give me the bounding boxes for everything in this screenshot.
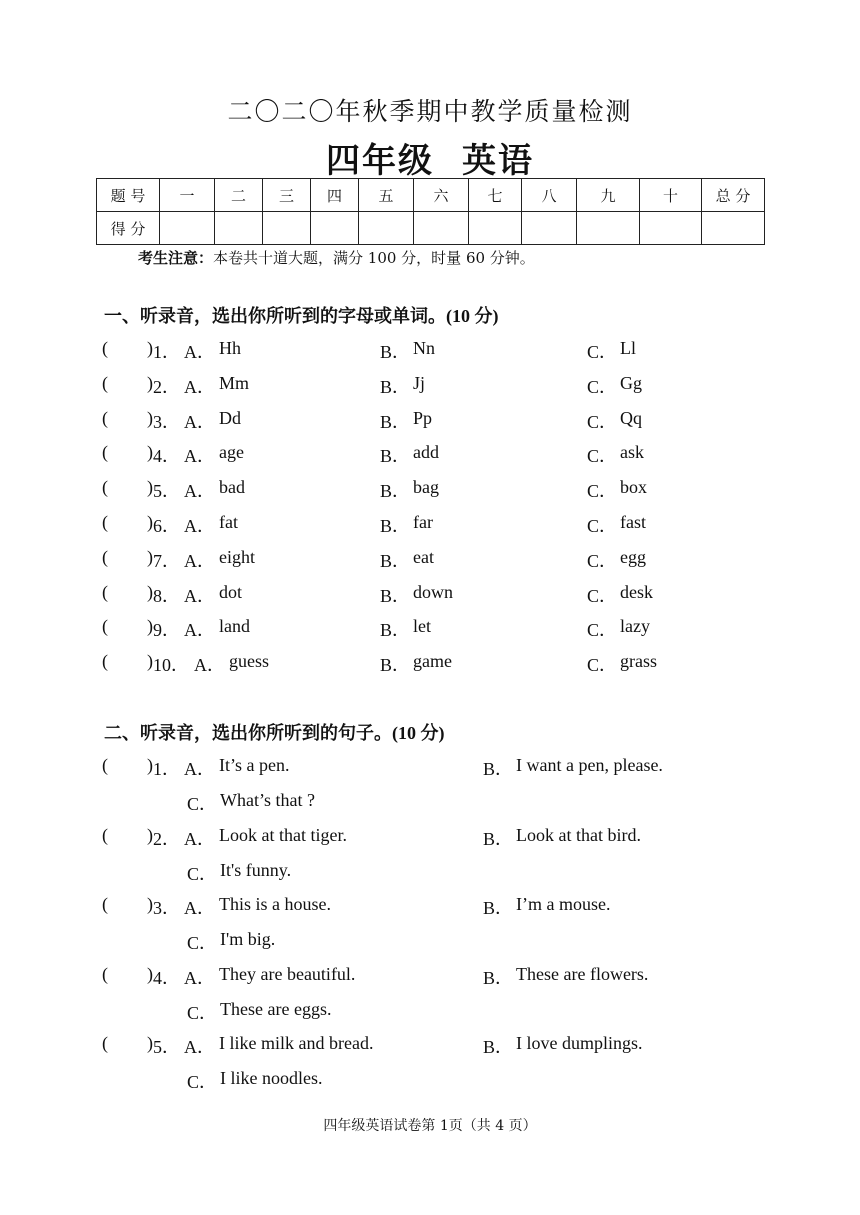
option-c-text: I like noodles. [220, 1068, 323, 1088]
option-b-text: These are flowers. [516, 963, 649, 984]
answer-paren-close: ) [147, 963, 153, 984]
answer-paren-close: ) [147, 512, 153, 532]
option-b-text: down [413, 581, 453, 602]
score-header-cell: 七 [469, 179, 522, 212]
subject-title [0, 133, 860, 182]
option-c-label: C． [587, 655, 618, 676]
option-b-text: Look at that bird. [516, 824, 641, 845]
answer-blank[interactable] [112, 616, 146, 640]
option-c-text: fast [620, 512, 646, 532]
option-c-text: desk [620, 581, 653, 602]
option-b-label: B． [380, 620, 411, 641]
score-cell[interactable] [577, 212, 640, 245]
option-b-label: B． [483, 967, 514, 988]
score-header-cell: 九 [577, 179, 640, 212]
notice-text: 本卷共十道大题，满分 100 分，时量 60 分钟。 [213, 249, 535, 267]
exam-notice [138, 247, 535, 268]
answer-blank[interactable] [112, 338, 146, 362]
option-c-label: C． [587, 620, 618, 641]
question-row [0, 1033, 860, 1063]
option-c-text: Qq [620, 407, 642, 428]
question-row [0, 547, 860, 577]
option-c-text: It's funny. [220, 859, 292, 880]
answer-paren-open: ( [102, 755, 108, 775]
question-number: 5． [153, 481, 180, 502]
answer-blank[interactable] [112, 1033, 146, 1057]
option-c-text: ask [620, 442, 644, 463]
answer-paren-open: ( [102, 651, 108, 672]
answer-paren-open: ( [102, 894, 108, 914]
score-cell[interactable] [215, 212, 263, 245]
question-number: 2． [153, 376, 180, 397]
option-a-text: I like milk and bread. [219, 1033, 374, 1053]
answer-paren-close: ) [147, 894, 153, 914]
option-a-text: age [219, 442, 244, 463]
option-c-label: C． [587, 446, 618, 467]
answer-paren-close: ) [147, 407, 153, 428]
answer-blank[interactable] [112, 408, 146, 432]
subject-label: 英语 [462, 141, 534, 181]
option-c-label: C． [187, 1002, 218, 1023]
option-c-label: C． [187, 863, 218, 884]
page-footer: 四年级英语试卷第 1页（共 4 页） [323, 1118, 537, 1134]
option-a-text: Hh [219, 338, 241, 358]
section2-points: (10 分) [392, 723, 445, 743]
answer-paren-close: ) [147, 1033, 153, 1053]
option-a-label: A． [184, 585, 215, 606]
option-a-label: A． [184, 828, 215, 849]
option-a-text: Dd [219, 407, 241, 428]
answer-blank[interactable] [112, 894, 146, 918]
answer-paren-open: ( [102, 1033, 108, 1053]
option-b-label: B． [483, 1037, 514, 1057]
option-a-label: A． [184, 759, 215, 779]
answer-paren-open: ( [102, 338, 108, 358]
option-a-label: A． [194, 655, 225, 676]
option-c-text: grass [620, 651, 657, 672]
option-b-label: B． [380, 481, 411, 502]
option-c-text: lazy [620, 616, 650, 637]
question-number: 1． [153, 759, 180, 779]
option-c-text: box [620, 477, 647, 498]
option-b-label: B． [380, 376, 411, 397]
score-cell[interactable] [522, 212, 577, 245]
question-number: 4． [153, 446, 180, 467]
score-table [96, 178, 765, 245]
score-cell[interactable] [640, 212, 702, 245]
option-a-text: guess [229, 651, 269, 672]
question-row-continued [0, 999, 860, 1029]
answer-paren-open: ( [102, 616, 108, 637]
option-c-label: C． [587, 585, 618, 606]
question-row [0, 373, 860, 403]
answer-paren-close: ) [147, 477, 153, 498]
question-number: 10． [153, 655, 189, 676]
answer-paren-close: ) [147, 824, 153, 845]
option-c-label: C． [587, 411, 618, 432]
option-a-text: They are beautiful. [219, 963, 356, 984]
answer-paren-open: ( [102, 512, 108, 532]
section1-points: (10 分) [446, 306, 499, 326]
question-number: 4． [153, 967, 180, 988]
option-a-label: A． [184, 1037, 215, 1057]
option-a-label: A． [184, 342, 215, 362]
answer-paren-open: ( [102, 372, 108, 393]
option-b-text: game [413, 651, 452, 672]
option-b-text: I’m a mouse. [516, 894, 611, 914]
question-row [0, 582, 860, 612]
score-cell[interactable] [311, 212, 359, 245]
question-row [0, 442, 860, 472]
answer-blank[interactable] [112, 964, 146, 988]
option-c-text: egg [620, 546, 646, 567]
score-header-cell: 总 分 [702, 179, 765, 212]
question-number: 7． [153, 550, 180, 571]
section1-heading-text: 一、听录音，选出你所听到的字母或单词。 [104, 306, 446, 327]
answer-paren-open: ( [102, 442, 108, 463]
option-c-text: I'm big. [220, 929, 276, 949]
answer-paren-open: ( [102, 581, 108, 602]
score-cell[interactable] [160, 212, 215, 245]
option-b-text: I want a pen, please. [516, 755, 663, 775]
option-b-label: B． [380, 655, 411, 676]
question-row [0, 825, 860, 855]
answer-paren-open: ( [102, 477, 108, 498]
option-c-label: C． [587, 342, 618, 362]
option-a-text: dot [219, 581, 243, 602]
score-header-cell: 三 [263, 179, 311, 212]
answer-paren-close: ) [147, 651, 153, 672]
option-c-label: C． [587, 481, 618, 502]
grade-label: 四年级 [326, 141, 434, 181]
option-c-text: These are eggs. [220, 998, 332, 1019]
question-row [0, 894, 860, 924]
option-b-text: let [413, 616, 431, 637]
score-cell[interactable] [263, 212, 311, 245]
answer-paren-close: ) [147, 372, 153, 393]
option-b-text: far [413, 512, 433, 532]
answer-blank[interactable] [112, 512, 146, 536]
option-a-text: fat [219, 512, 238, 532]
option-a-label: A． [184, 516, 215, 536]
option-b-label: B． [483, 898, 514, 918]
option-c-label: C． [587, 550, 618, 571]
answer-blank[interactable] [112, 477, 146, 501]
option-a-label: A． [184, 898, 215, 918]
score-row-label: 得 分 [97, 212, 160, 245]
option-b-label: B． [380, 550, 411, 571]
question-number: 6． [153, 516, 180, 536]
score-table-score-row [97, 212, 765, 245]
answer-paren-open: ( [102, 824, 108, 845]
answer-blank[interactable] [112, 442, 146, 466]
option-b-text: eat [413, 546, 434, 567]
option-a-label: A． [184, 967, 215, 988]
option-a-label: A． [184, 550, 215, 571]
option-c-text: Gg [620, 372, 642, 393]
question-number: 8． [153, 585, 180, 606]
answer-paren-close: ) [147, 616, 153, 637]
answer-paren-close: ) [147, 338, 153, 358]
score-cell[interactable] [702, 212, 765, 245]
option-b-text: Jj [413, 372, 426, 393]
answer-blank[interactable] [112, 651, 146, 675]
option-b-text: Pp [413, 407, 433, 428]
option-a-label: A． [184, 481, 215, 502]
option-a-label: A． [184, 446, 215, 467]
score-header-cell: 六 [414, 179, 469, 212]
question-row [0, 616, 860, 646]
score-header-cell: 五 [359, 179, 414, 212]
answer-paren-close: ) [147, 546, 153, 567]
score-cell[interactable] [359, 212, 414, 245]
option-b-label: B． [483, 828, 514, 849]
answer-blank[interactable] [112, 547, 146, 571]
option-a-text: bad [219, 477, 245, 498]
question-row-continued [0, 860, 860, 890]
score-header-cell: 八 [522, 179, 577, 212]
notice-label: 考生注意： [138, 249, 214, 267]
page-title: 二〇二〇年秋季期中教学质量检测 [227, 97, 633, 126]
option-c-label: C． [187, 933, 218, 953]
answer-blank[interactable] [112, 373, 146, 397]
score-header-cell: 四 [311, 179, 359, 212]
option-b-label: B． [483, 759, 514, 779]
answer-paren-open: ( [102, 546, 108, 567]
option-b-text: add [413, 442, 439, 463]
question-number: 1． [153, 342, 180, 362]
option-c-label: C． [587, 376, 618, 397]
question-number: 2． [153, 828, 180, 849]
question-number: 3． [153, 898, 180, 918]
question-row [0, 338, 860, 368]
question-row [0, 512, 860, 542]
option-b-label: B． [380, 342, 411, 362]
question-number: 3． [153, 411, 180, 432]
score-header-cell: 题 号 [97, 179, 160, 212]
option-a-text: Look at that tiger. [219, 824, 347, 845]
option-c-label: C． [587, 516, 618, 536]
question-row [0, 964, 860, 994]
score-header-cell: 一 [160, 179, 215, 212]
question-number: 9． [153, 620, 180, 641]
option-a-text: This is a house. [219, 894, 331, 914]
section2-heading [104, 719, 445, 745]
question-row [0, 651, 860, 681]
question-row [0, 755, 860, 785]
option-c-text: Ll [620, 338, 636, 358]
answer-paren-open: ( [102, 407, 108, 428]
answer-blank[interactable] [112, 582, 146, 606]
option-b-text: Nn [413, 338, 435, 358]
section1-heading [104, 302, 499, 328]
option-a-label: A． [184, 411, 215, 432]
section2-heading-text: 二、听录音，选出你所听到的句子。 [104, 723, 392, 744]
option-a-label: A． [184, 620, 215, 641]
option-b-label: B． [380, 411, 411, 432]
answer-paren-close: ) [147, 442, 153, 463]
question-row [0, 477, 860, 507]
answer-paren-close: ) [147, 755, 153, 775]
answer-blank[interactable] [112, 825, 146, 849]
question-row-continued [0, 929, 860, 959]
option-b-label: B． [380, 516, 411, 536]
score-table-header-row [97, 179, 765, 212]
option-c-label: C． [187, 794, 218, 814]
score-header-cell: 十 [640, 179, 702, 212]
option-c-label: C． [187, 1072, 218, 1092]
option-a-text: eight [219, 546, 255, 567]
option-a-label: A． [184, 376, 215, 397]
option-a-text: Mm [219, 372, 250, 393]
answer-paren-open: ( [102, 963, 108, 984]
score-cell[interactable] [414, 212, 469, 245]
option-c-text: What’s that ? [220, 790, 315, 810]
question-row [0, 408, 860, 438]
answer-paren-close: ) [147, 581, 153, 602]
option-b-text: bag [413, 477, 439, 498]
option-a-text: It’s a pen. [219, 755, 290, 775]
option-b-label: B． [380, 585, 411, 606]
question-row-continued [0, 1068, 860, 1098]
option-b-label: B． [380, 446, 411, 467]
score-cell[interactable] [469, 212, 522, 245]
option-b-text: I love dumplings. [516, 1033, 643, 1053]
answer-blank[interactable] [112, 755, 146, 779]
question-row-continued [0, 790, 860, 820]
score-header-cell: 二 [215, 179, 263, 212]
option-a-text: land [219, 616, 250, 637]
question-number: 5． [153, 1037, 180, 1057]
